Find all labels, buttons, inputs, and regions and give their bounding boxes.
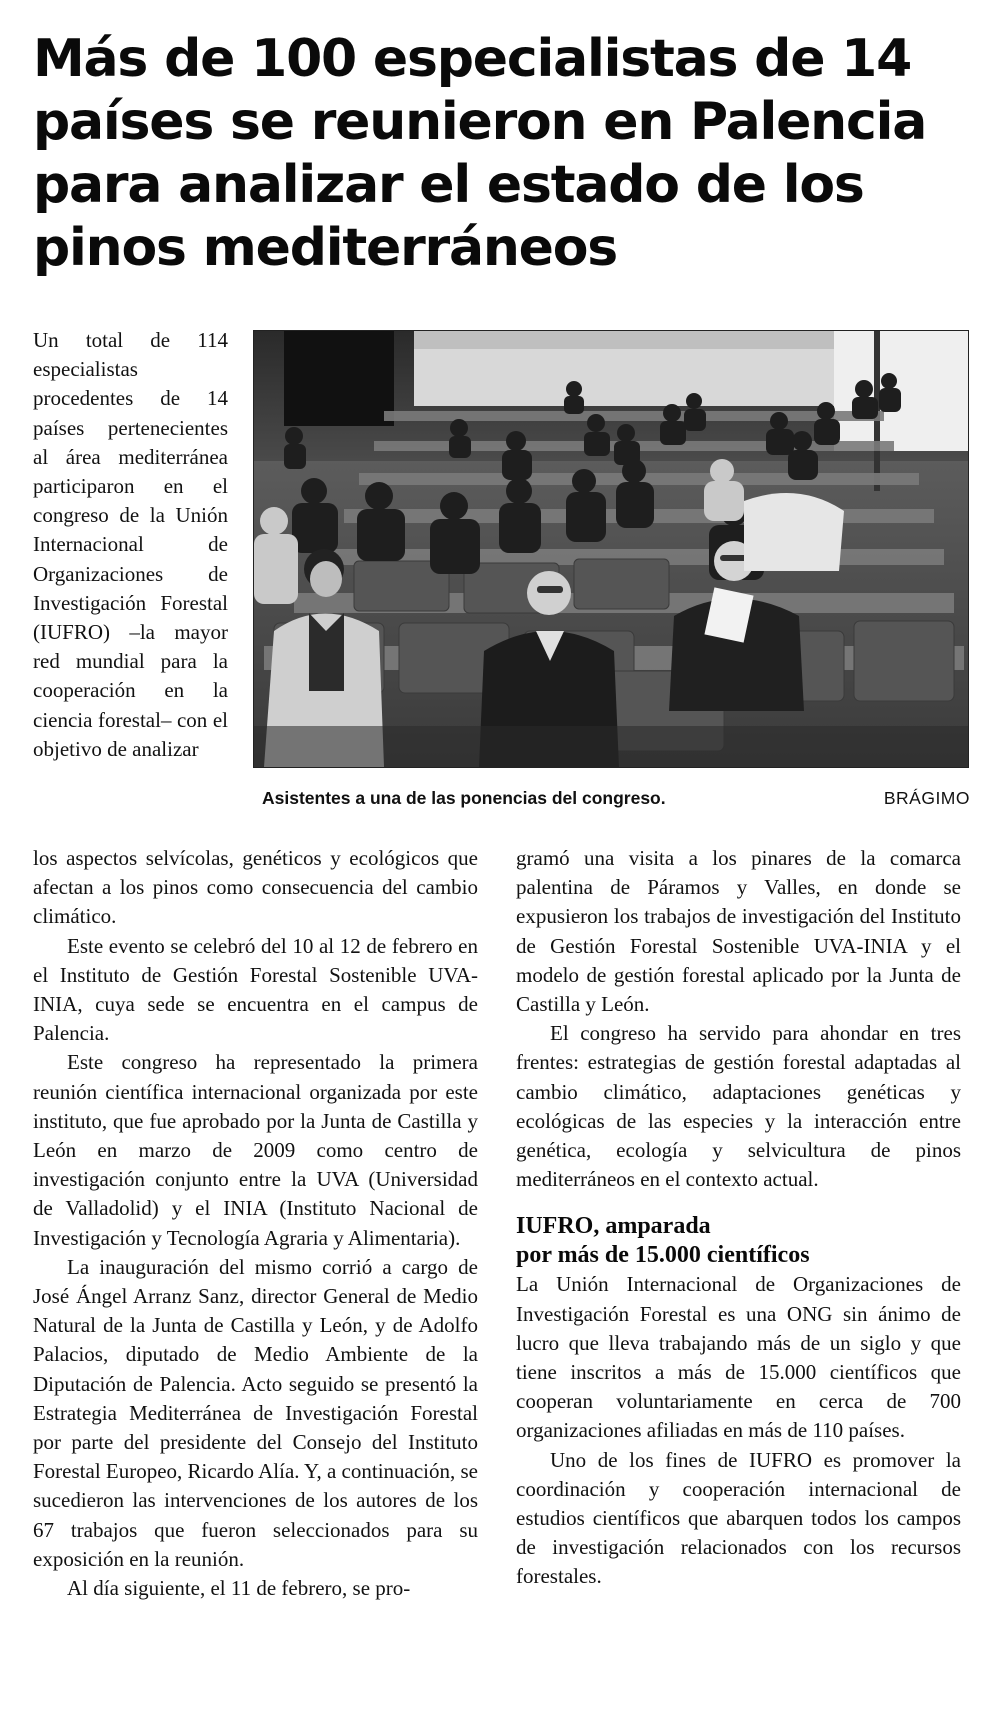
subheading-line: IUFRO, amparada — [516, 1213, 711, 1240]
paragraph: gramó una visita a los pinares de la comarca palentina de Páramos y Valles, en donde se expusieron los trabajos de investigación del Instituto de Gestión Forestal Sostenible UVA-INIA y el modelo de gestión forestal aplicado por la Junta de Castilla y León. — [516, 846, 961, 1017]
paragraph: El congreso ha servido para ahondar en tres frentes: estrategias de gestión forestal adaptadas al cambio climático, adaptaciones genéticas y ecológicas de las especies y la interacción entre genética, ecología y selvicultura de pinos mediterráneos en el contexto actual. — [516, 1021, 961, 1192]
headline-line: pinos mediterráneos — [33, 218, 618, 278]
photo-caption — [262, 788, 970, 809]
headline-line: para analizar el estado de los — [33, 155, 864, 215]
headline-line: países se reunieron en Palencia — [33, 92, 927, 152]
paragraph: Este congreso ha representado la primera reunión científica internacional organizada por este instituto, que fue aprobado por la Junta de Castilla y León en marzo de 2009 como centro de investigación conjunto entre la UVA (Universidad de Valladolid) y el INIA (Instituto Nacional de Investigación y Tecnología Agraria y Alimentaria). — [33, 1050, 478, 1250]
left-text-column — [33, 844, 478, 1603]
paragraph: La Unión Internacional de Organizaciones de Investigación Forestal es una ONG sin ánimo de lucro que lleva trabajando más de un siglo y que tiene inscritos a más de 15.000 científicos que cooperan voluntariamente en cerca de 700 organizaciones afiliadas en más de 110 países. — [516, 1272, 961, 1443]
caption-text: Asistentes a una de las ponencias del congreso. — [262, 788, 666, 808]
photo-credit: BRÁGIMO — [883, 788, 970, 808]
intro-column — [33, 326, 228, 764]
audience-photo-image — [254, 331, 968, 767]
paragraph: Este evento se celebró del 10 al 12 de febrero en el Instituto de Gestión Forestal Sostenible UVA-INIA, cuya sede se encuentra en el campus de Palencia. — [33, 933, 478, 1046]
paragraph: La inauguración del mismo corrió a cargo de José Ángel Arranz Sanz, director General de Medio Natural de la Junta de Castilla y León, y de Adolfo Palacios, diputado de Medio Ambiente de la Diputación de Palencia. Acto seguido se presentó la Estrategia Mediterránea de Investigación Forestal por parte del presidente del Consejo del Instituto Forestal Europeo, Ricardo Alía. Y, a continuación, se sucedieron las intervenciones de los autores de los 67 trabajos que fueron seleccionados para su exposición en la reunión. — [33, 1254, 478, 1571]
subheading-line: por más de 15.000 científicos — [516, 1242, 810, 1269]
conference-photo — [253, 330, 969, 768]
section-subheading — [516, 1212, 961, 1270]
paragraph: los aspectos selvícolas, genéticos y ecológicos que afectan a los pinos como consecuencia del cambio climático. — [33, 846, 478, 929]
paragraph: Uno de los fines de IUFRO es promover la coordinación y cooperación internacional de estudios científicos que abarquen todos los campos de investigación relacionados con los recursos forestales. — [516, 1447, 961, 1589]
headline-line: Más de 100 especialistas de 14 — [33, 29, 912, 89]
intro-paragraph: Un total de 114 especialistas procedentes de 14 países pertenecientes al área mediterránea participaron en el congreso de la Unión Internacional de Organizaciones de Investigación Forestal (IUFRO) –la mayor red mundial para la cooperación en la ciencia forestal– con el objetivo de analizar — [33, 328, 228, 761]
right-text-column — [516, 844, 961, 1592]
article-headline — [33, 28, 963, 280]
paragraph: Al día siguiente, el 11 de febrero, se pro- — [67, 1576, 411, 1601]
